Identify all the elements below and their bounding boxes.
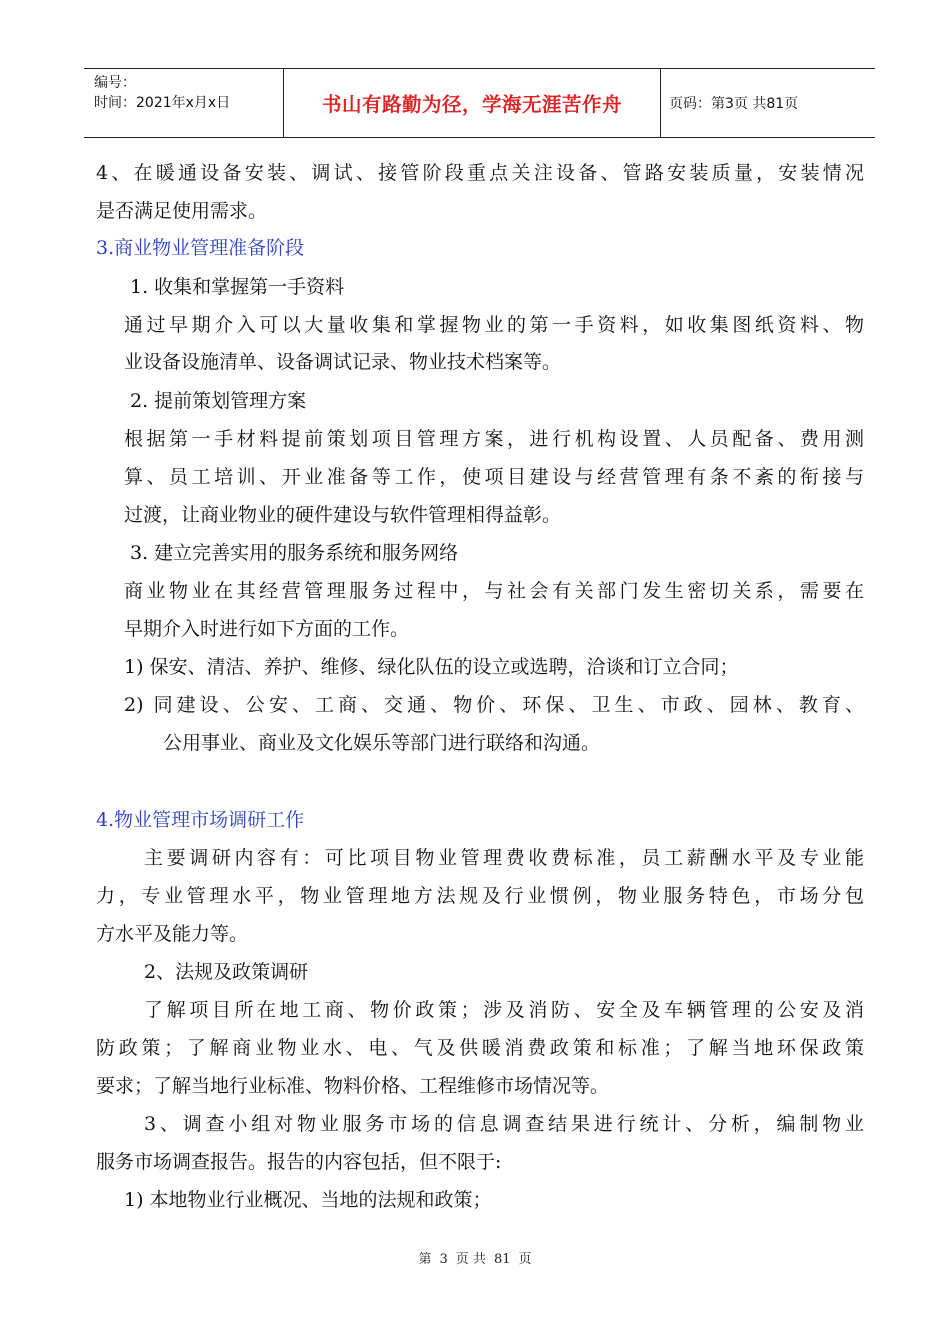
header-slogan: 书山有路勤为径，学海无涯苦作舟 — [284, 69, 661, 137]
paragraph-line: 3、调查小组对物业服务市场的信息调查结果进行统计、分析，编制物业 — [144, 1113, 864, 1135]
page-footer — [0, 1248, 950, 1267]
header-page-info: 页码：第3页 共81页 — [669, 96, 799, 112]
footer-mid: 页 共 — [455, 1252, 486, 1267]
paragraph-line: 早期介入时进行如下方面的工作。 — [124, 618, 410, 640]
paragraph-line: 业设备设施清单、设备调试记录、物业技术档案等。 — [124, 351, 562, 373]
paragraph-line: 过渡，让商业物业的硬件建设与软件管理相得益彰。 — [124, 504, 562, 526]
list-item: 1) 本地物业行业概况、当地的法规和政策； — [124, 1189, 492, 1211]
paragraph-line: 4、在暖通设备安装、调试、接管阶段重点关注设备、管路安装质量，安装情况 — [96, 162, 864, 184]
section-heading: 3.商业物业管理准备阶段 — [96, 237, 305, 259]
paragraph-line: 力，专业管理水平，物业管理地方法规及行业惯例，物业服务特色，市场分包 — [96, 885, 864, 907]
footer-suffix: 页 — [518, 1252, 532, 1267]
page-header — [84, 68, 875, 138]
subheading: 2、法规及政策调研 — [144, 961, 309, 983]
paragraph-line: 商业物业在其经营管理服务过程中，与社会有关部门发生密切关系，需要在 — [124, 580, 864, 602]
footer-prefix: 第 — [418, 1252, 432, 1267]
paragraph-line: 服务市场调查报告。报告的内容包括，但不限于: — [96, 1151, 502, 1173]
list-item-continuation: 公用事业、商业及文化娱乐等部门进行联络和沟通。 — [163, 732, 601, 754]
subheading: 2. 提前策划管理方案 — [130, 390, 307, 412]
paragraph-line: 是否满足使用需求。 — [96, 200, 268, 222]
paragraph-line: 防政策；了解商业物业水、电、气及供暖消费政策和标准；了解当地环保政策 — [96, 1037, 864, 1059]
paragraph-line: 根据第一手材料提前策划项目管理方案，进行机构设置、人员配备、费用测 — [124, 428, 864, 450]
footer-page-number: 3 — [439, 1252, 448, 1267]
paragraph-line: 算、员工培训、开业准备等工作，使项目建设与经营管理有条不紊的衔接与 — [124, 466, 864, 488]
number-label: 编号： — [94, 75, 136, 91]
list-item: 2) 同建设、公安、工商、交通、物价、环保、卫生、市政、园林、教育、 — [124, 694, 864, 716]
paragraph-line: 了解项目所在地工商、物价政策；涉及消防、安全及车辆管理的公安及消 — [144, 999, 864, 1021]
footer-total-pages: 81 — [493, 1252, 511, 1267]
paragraph-line: 通过早期介入可以大量收集和掌握物业的第一手资料，如收集图纸资料、物 — [124, 314, 864, 336]
list-item: 1) 保安、清洁、养护、维修、绿化队伍的设立或选聘，洽谈和订立合同； — [124, 656, 739, 678]
subheading: 1. 收集和掌握第一手资料 — [130, 276, 345, 298]
paragraph-line: 要求；了解当地行业标准、物料价格、工程维修市场情况等。 — [96, 1075, 610, 1097]
header-meta — [84, 69, 284, 137]
paragraph-line: 主要调研内容有：可比项目物业管理费收费标准，员工薪酬水平及专业能 — [144, 847, 864, 869]
subheading: 3. 建立完善实用的服务系统和服务网络 — [130, 542, 459, 564]
section-heading: 4.物业管理市场调研工作 — [96, 809, 305, 831]
paragraph-line: 方水平及能力等。 — [96, 923, 249, 945]
time-label: 时间：2021年x月x日 — [94, 95, 231, 111]
